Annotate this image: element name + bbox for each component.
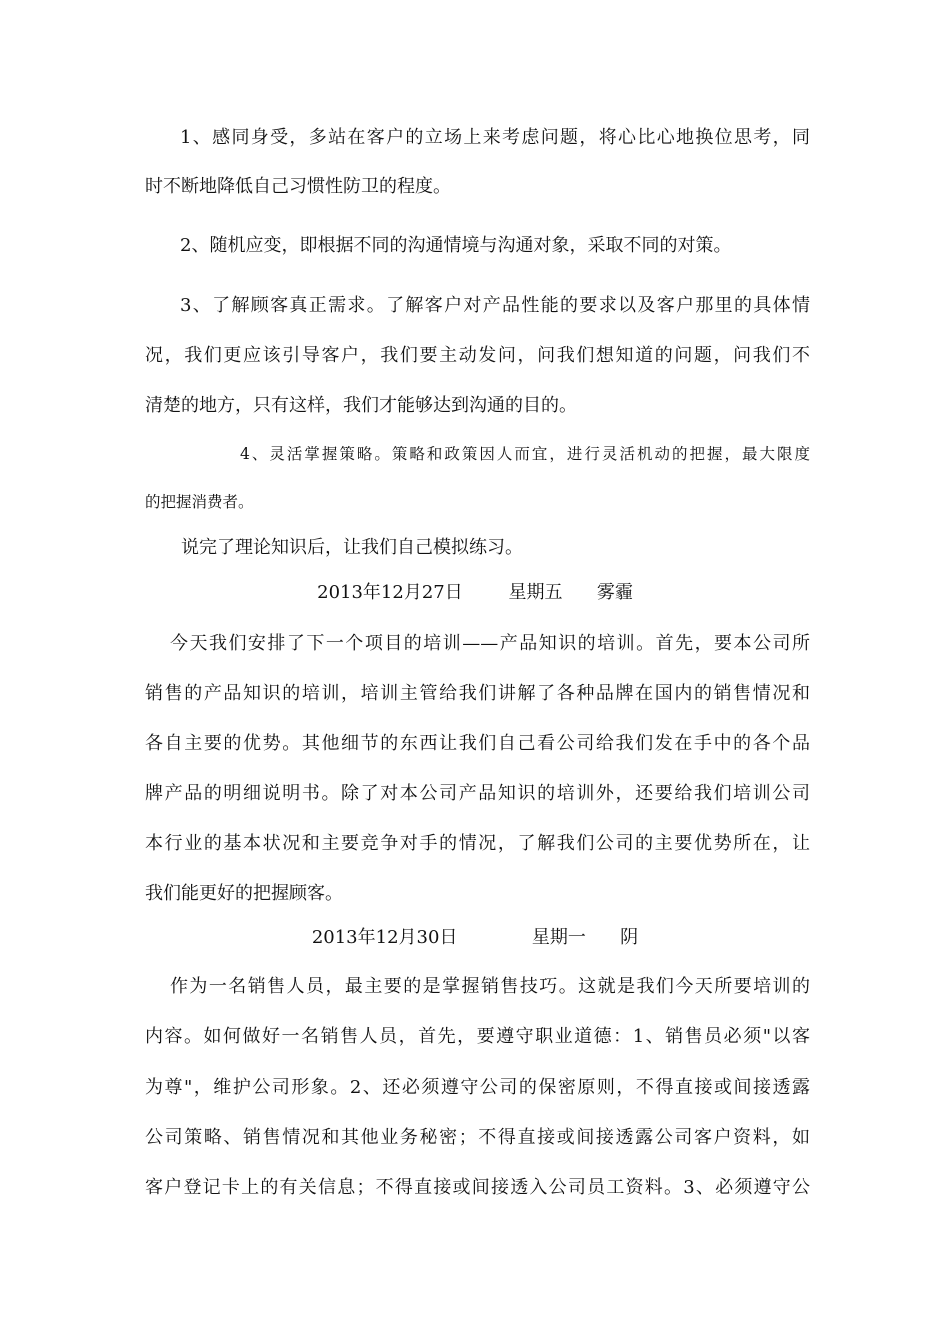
paragraph-6-line-5: 本行业的基本状况和主要竞争对手的情况，了解我们公司的主要优势所在，让 [145, 833, 810, 854]
paragraph-5-line-1: 说完了理论知识后，让我们自己模拟练习。 [181, 537, 523, 558]
paragraph-2-line-1: 2、随机应变，即根据不同的沟通情境与沟通对象，采取不同的对策。 [180, 235, 732, 256]
date-heading-dec-27: 2013年12月27日 星期五 雾霾 [317, 582, 633, 603]
paragraph-3-line-3: 清楚的地方，只有这样，我们才能够达到沟通的目的。 [145, 395, 577, 416]
paragraph-6-line-4: 牌产品的明细说明书。除了对本公司产品知识的培训外，还要给我们培训公司 [145, 783, 810, 804]
paragraph-6-line-3: 各自主要的优势。其他细节的东西让我们自己看公司给我们发在手中的各个品 [145, 733, 810, 754]
paragraph-6-line-1: 今天我们安排了下一个项目的培训——产品知识的培训。首先，要本公司所 [170, 633, 810, 654]
date-heading-dec-30: 2013年12月30日 星期一 阴 [311, 927, 639, 948]
paragraph-7-line-4: 公司策略、销售情况和其他业务秘密；不得直接或间接透露公司客户资料，如 [145, 1127, 810, 1148]
paragraph-7-line-1: 作为一名销售人员，最主要的是掌握销售技巧。这就是我们今天所要培训的 [170, 976, 810, 997]
paragraph-4-line-1: 4、灵活掌握策略。策略和政策因人而宜，进行灵活机动的把握，最大限度 [240, 445, 810, 463]
paragraph-7-line-3: 为尊"，维护公司形象。2、还必须遵守公司的保密原则，不得直接或间接透露 [145, 1077, 810, 1098]
paragraph-6-line-2: 销售的产品知识的培训，培训主管给我们讲解了各种品牌在国内的销售情况和 [145, 683, 810, 704]
paragraph-7-line-5: 客户登记卡上的有关信息；不得直接或间接透入公司员工资料。3、必须遵守公 [145, 1177, 810, 1198]
paragraph-3-line-1: 3、了解顾客真正需求。了解客户对产品性能的要求以及客户那里的具体情 [180, 295, 810, 316]
paragraph-3-line-2: 况，我们更应该引导客户，我们要主动发问，问我们想知道的问题，问我们不 [145, 345, 810, 366]
paragraph-4-line-2: 的把握消费者。 [145, 493, 254, 511]
paragraph-1-line-2: 时不断地降低自己习惯性防卫的程度。 [145, 176, 451, 197]
paragraph-7-line-2: 内容。如何做好一名销售人员，首先，要遵守职业道德：1、销售员必须"以客 [145, 1026, 810, 1047]
paragraph-6-line-6: 我们能更好的把握顾客。 [145, 883, 343, 904]
paragraph-1-line-1: 1、感同身受，多站在客户的立场上来考虑问题，将心比心地换位思考，同 [180, 127, 810, 148]
